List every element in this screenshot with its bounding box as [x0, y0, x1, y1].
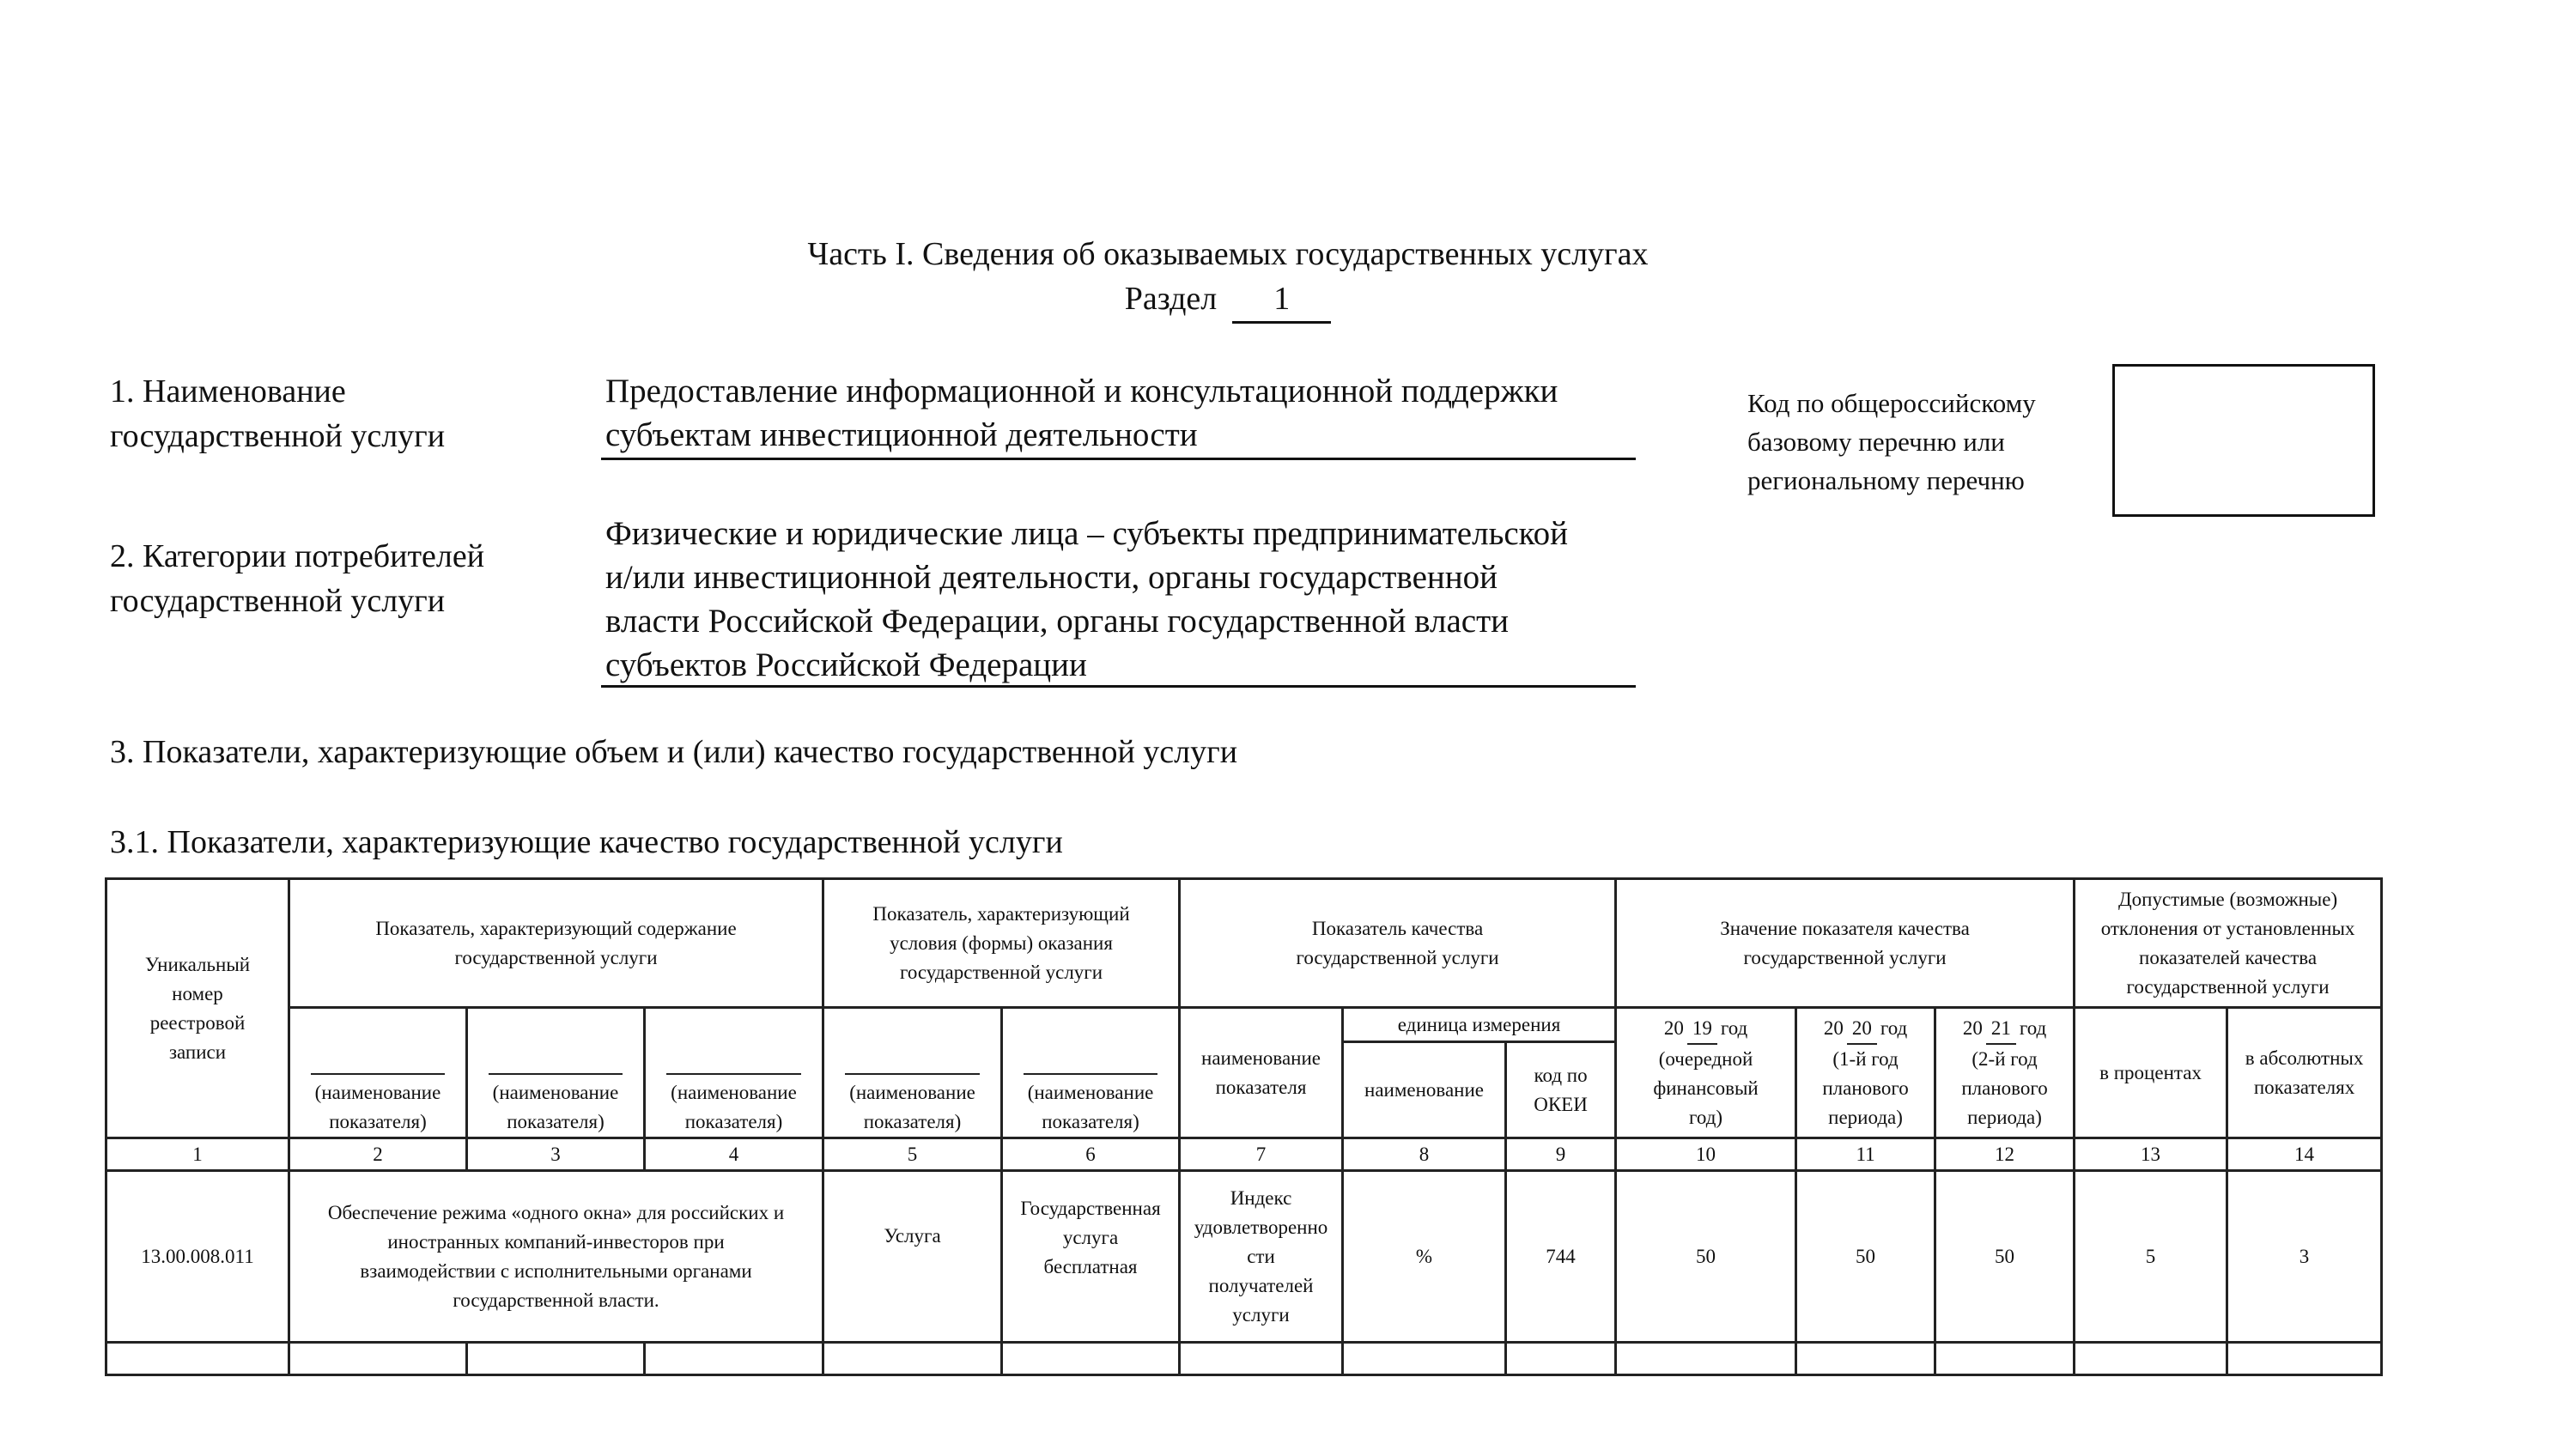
- deviation-absolute-cell: 3: [2227, 1171, 2382, 1343]
- column-number-row: [106, 1138, 2382, 1171]
- section-line: [0, 276, 2456, 324]
- section-number: 1: [1232, 276, 1331, 324]
- quality-table: [105, 877, 2383, 1376]
- okei-code-header: код по ОКЕИ: [1506, 1042, 1616, 1138]
- group-value: Значение показателя качества государственной услуги: [1616, 879, 2075, 1008]
- name-of-indicator-col5: (наименование показателя): [823, 1008, 1002, 1138]
- unit-name-cell: %: [1343, 1171, 1506, 1343]
- year1-header: 20 19 год (очередной финансовый год): [1616, 1008, 1796, 1138]
- page-title: Часть I. Сведения об оказываемых государственных услугах: [807, 236, 1649, 272]
- consumers-label: 2. Категории потребителей государственной услуги: [110, 538, 485, 619]
- name-of-indicator-col6: (наименование показателя): [1002, 1008, 1180, 1138]
- in-percent-header: в процентах: [2075, 1008, 2227, 1138]
- code-box[interactable]: [2112, 364, 2375, 517]
- group-quality: Показатель качества государственной услуги: [1180, 879, 1616, 1008]
- year3-header: 20 21 год (2-й год планового периода): [1935, 1008, 2075, 1138]
- col-number: 3: [467, 1138, 645, 1171]
- group-deviation: Допустимые (возможные) отклонения от установленных показателей качества государственной услуги: [2075, 879, 2382, 1008]
- col-number: 7: [1180, 1138, 1343, 1171]
- section-label: Раздел: [1124, 281, 1218, 317]
- registry-number-cell: 13.00.008.011: [106, 1171, 289, 1343]
- service-name-label: 1. Наименование государственной услуги: [110, 373, 446, 454]
- col-number: 2: [289, 1138, 467, 1171]
- code-label: Код по общероссийскому базовому перечню или региональному перечню: [1747, 388, 2036, 495]
- indicator-name-header: наименование показателя: [1180, 1008, 1343, 1138]
- col-number: 5: [823, 1138, 1002, 1171]
- col-number: 4: [645, 1138, 823, 1171]
- content-cell: Обеспечение режима «одного окна» для российских и иностранных компаний-инвесторов при взаимодействии с исполнительными органами государственной власти.: [289, 1171, 823, 1343]
- col-number: 14: [2227, 1138, 2382, 1171]
- col-number: 12: [1935, 1138, 2075, 1171]
- group-content: Показатель, характеризующий содержание государственной услуги: [289, 879, 823, 1008]
- okei-cell: 744: [1506, 1171, 1616, 1343]
- value-year1-cell: 50: [1616, 1171, 1796, 1343]
- col-number: 13: [2075, 1138, 2227, 1171]
- indicators-heading: 3. Показатели, характеризующие объем и (или) качество государственной услуги: [110, 734, 1238, 770]
- in-absolute-header: в абсолютных показателях: [2227, 1008, 2382, 1138]
- value-year2-cell: 50: [1796, 1171, 1935, 1343]
- col-number: 9: [1506, 1138, 1616, 1171]
- form-cell: Услуга: [823, 1171, 1002, 1343]
- name-of-indicator-col2: (наименование показателя): [289, 1008, 467, 1138]
- group-conditions: Показатель, характеризующий условия (формы) оказания государственной услуги: [823, 879, 1180, 1008]
- col-number: 8: [1343, 1138, 1506, 1171]
- form-type-cell: Государственная услуга бесплатная: [1002, 1171, 1180, 1343]
- year2-header: 20 20 год (1-й год планового периода): [1796, 1008, 1935, 1138]
- col-number: 1: [106, 1138, 289, 1171]
- col-number: 10: [1616, 1138, 1796, 1171]
- consumers-value: Физические и юридические лица – субъекты предпринимательской и/или инвестиционной деятельности, органы государственной власти Российской Федерации, органы государственной власти субъектов Российской Федерации: [605, 515, 1569, 683]
- deviation-percent-cell: 5: [2075, 1171, 2227, 1343]
- name-of-indicator-col4: (наименование показателя): [645, 1008, 823, 1138]
- quality-heading: 3.1. Показатели, характеризующие качество государственной услуги: [110, 824, 1063, 860]
- service-name-underline: [601, 458, 1636, 460]
- unit-name-header: наименование: [1343, 1042, 1506, 1138]
- consumers-underline: [601, 685, 1636, 688]
- indicator-cell: Индекс удовлетворенно сти получателей услуги: [1180, 1171, 1343, 1343]
- service-name-value: Предоставление информационной и консультационной поддержки субъектам инвестиционной деятельности: [605, 373, 1558, 453]
- empty-row: [106, 1343, 2382, 1375]
- col-unique-number: Уникальный номер реестровой записи: [106, 879, 289, 1138]
- value-year3-cell: 50: [1935, 1171, 2075, 1343]
- col-number: 6: [1002, 1138, 1180, 1171]
- col-number: 11: [1796, 1138, 1935, 1171]
- name-of-indicator-col3: (наименование показателя): [467, 1008, 645, 1138]
- unit-header: единица измерения: [1343, 1008, 1616, 1042]
- table-row: [106, 1171, 2382, 1343]
